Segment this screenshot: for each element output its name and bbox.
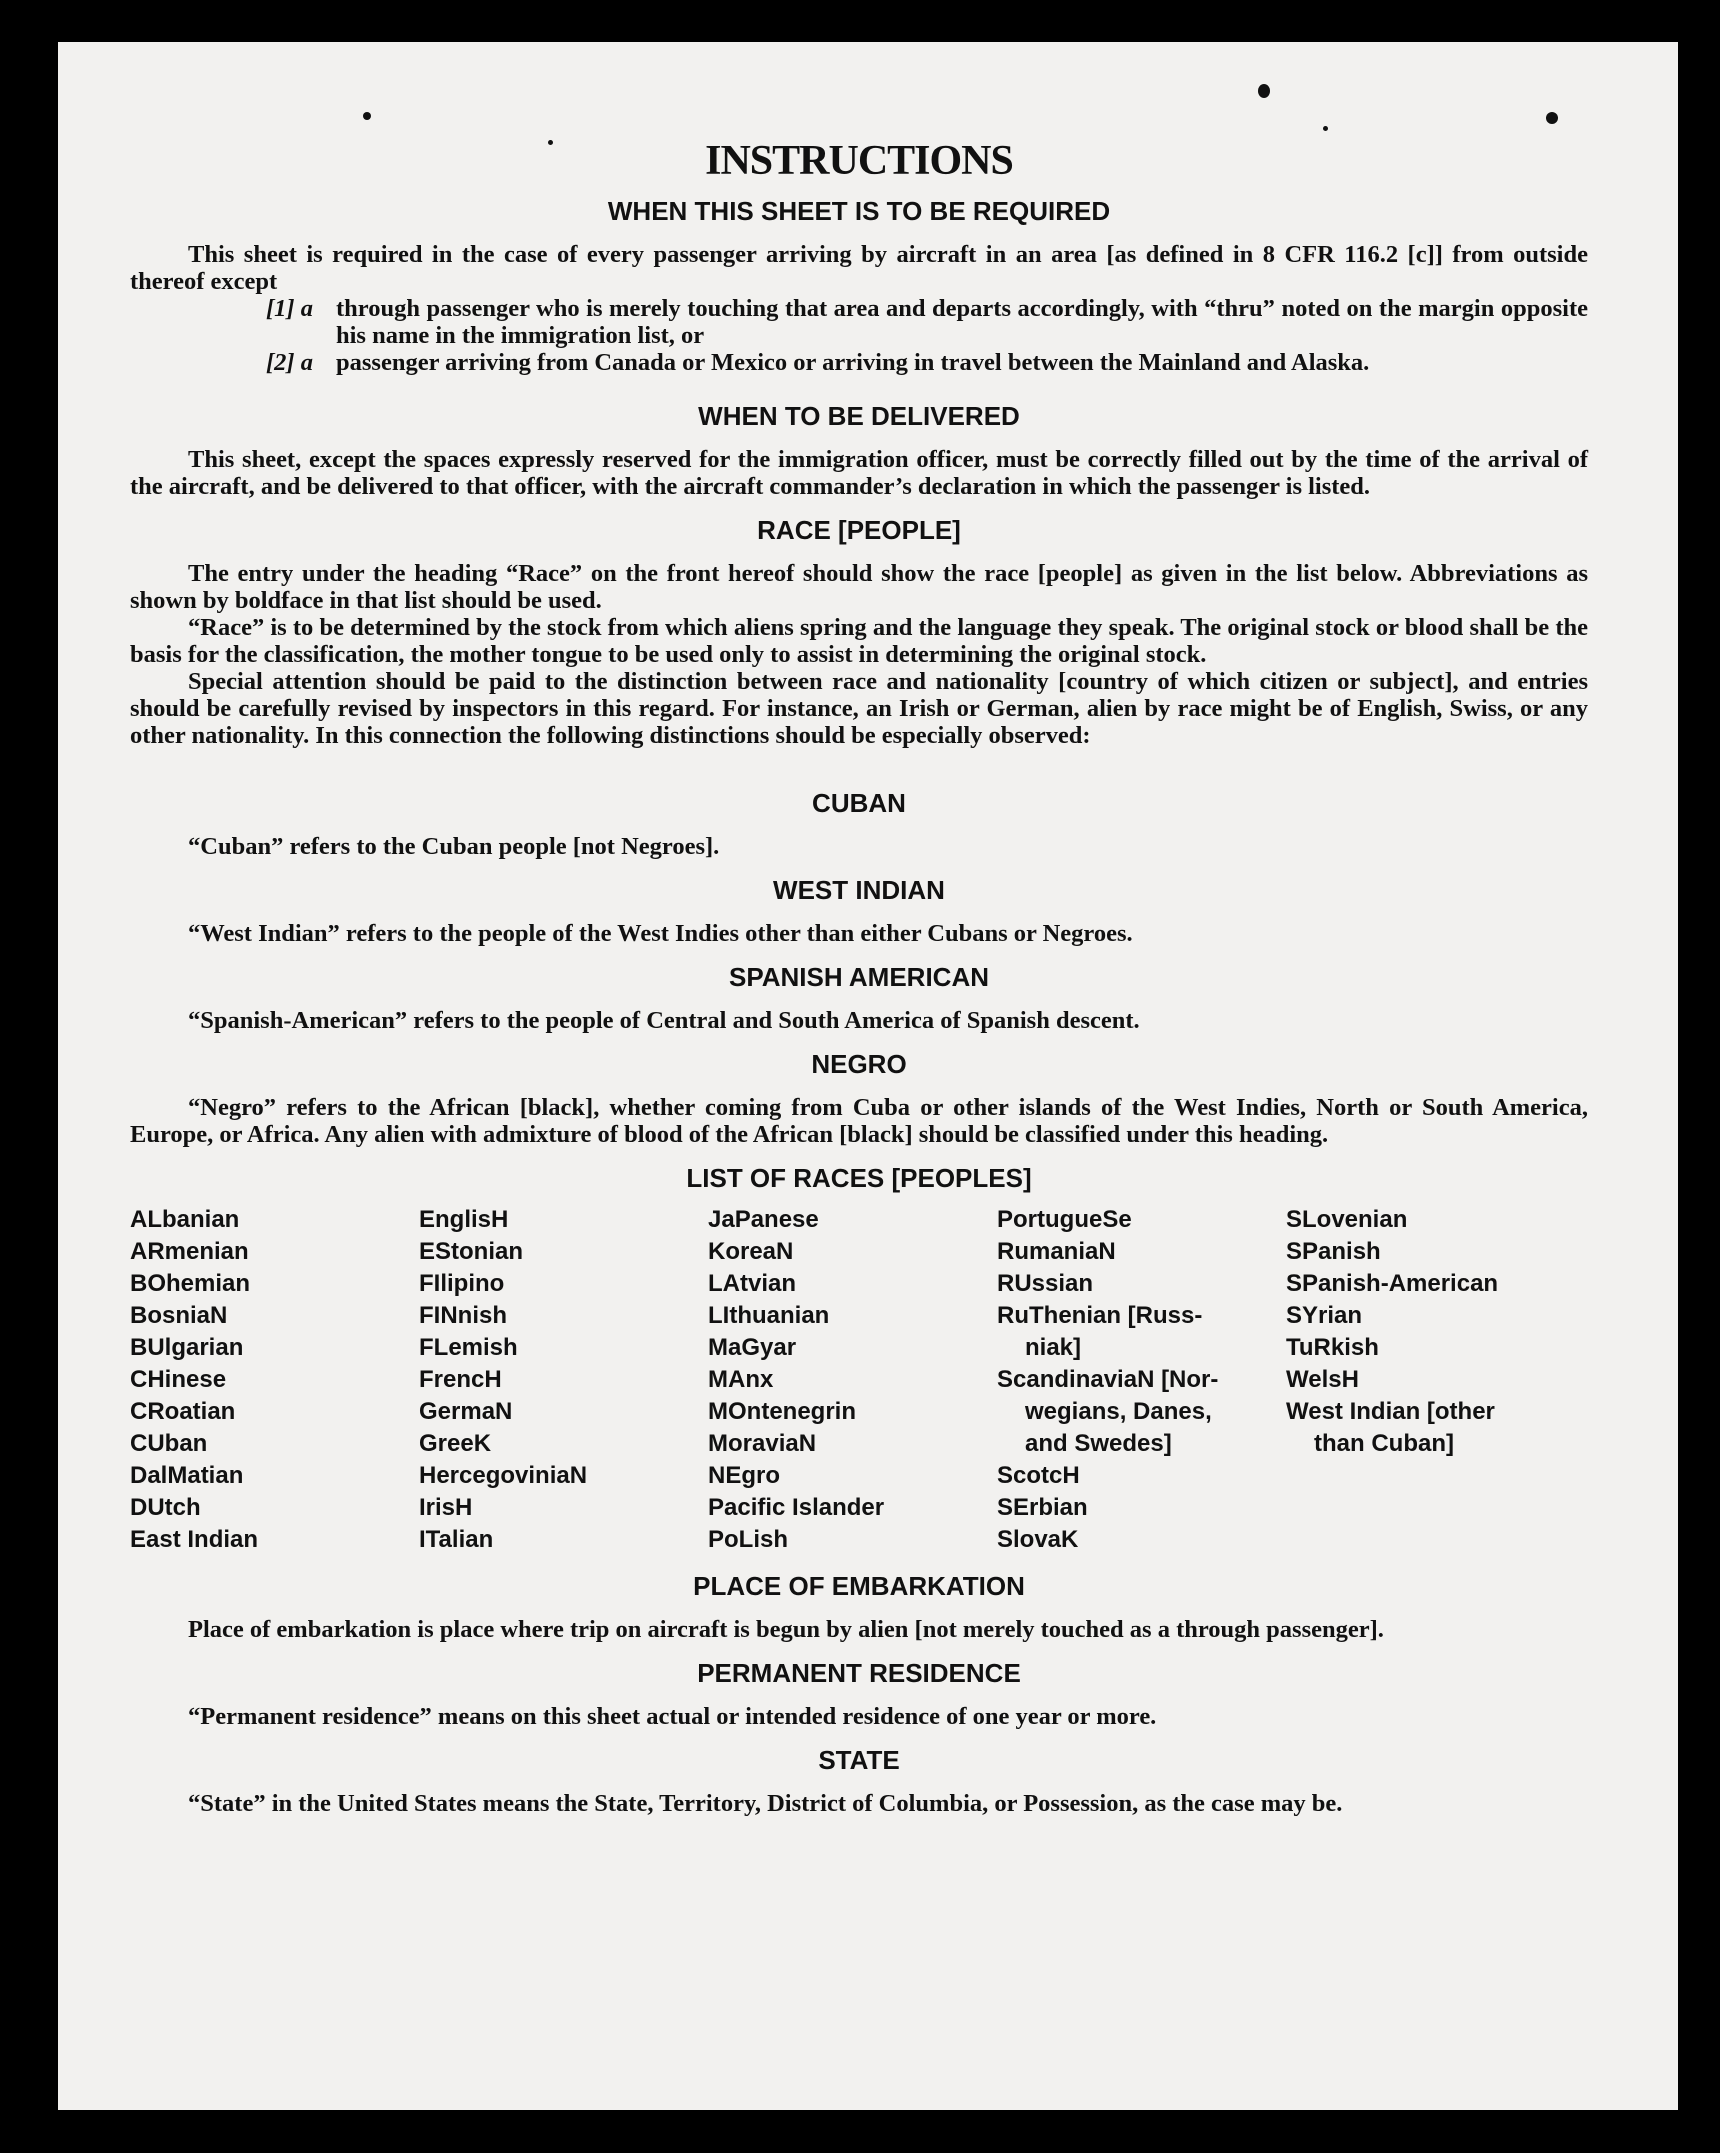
race-entry: East Indian [130,1526,259,1553]
scan-speck [1258,84,1270,98]
item-text: passenger arriving from Canada or Mexico or arriving in travel between the Mainland and Alaska. [336,349,1370,376]
race-entry: FLemish [419,1334,518,1361]
race-paragraph-1: The entry under the heading “Race” on the front hereof should show the race [people] as given in the list below. Abbreviations as shown by boldface in that list should be used. [130,560,1588,614]
race-entry: MAnx [708,1366,774,1393]
races-column-4 [997,1204,1286,1556]
heading-permanent-residence: PERMANENT RESIDENCE [697,1658,1021,1688]
cuban-text: “Cuban” refers to the Cuban people [not Negroes]. [188,833,720,860]
race-entry-continued: wegians, Danes, [1025,1398,1212,1425]
race-entry: BUlgarian [130,1334,244,1361]
race-entry: DalMatian [130,1462,244,1489]
required-exception-1 [130,295,1588,349]
scan-speck [363,112,371,120]
race-entry: MaGyar [708,1334,797,1361]
race-entry: SLovenian [1286,1206,1408,1233]
heading-race: RACE [PEOPLE] [757,515,961,545]
race-entry: ARmenian [130,1238,249,1265]
race-paragraph-3: Special attention should be paid to the distinction between race and nationality [country of which citizen or subject], and entries should be carefully revised by inspectors in this regard. For instance, an Irish or German, alien by race might be of English, Swiss, or any other nationality. In this connection the following distinctions should be especially observed: [130,668,1588,749]
race-entry: SYrian [1286,1302,1363,1329]
race-entry: FINnish [419,1302,507,1329]
scan-speck [1323,126,1328,131]
state-text: “State” in the United States means the State, Territory, District of Columbia, or Possession, as the case may be. [188,1790,1343,1817]
race-entry: GreeK [419,1430,492,1457]
heading-negro: NEGRO [811,1049,907,1079]
heading-spanish-american: SPANISH AMERICAN [728,962,989,992]
race-entry: PoLish [708,1526,789,1553]
race-entry: FrencH [419,1366,502,1393]
race-entry-continued: niak] [1025,1334,1082,1361]
race-entry: RUssian [997,1270,1094,1297]
race-entry: KoreaN [708,1238,794,1265]
races-column-5 [1286,1204,1575,1556]
race-entry: SPanish-American [1286,1270,1499,1297]
race-entry: CHinese [130,1366,227,1393]
race-entry: ALbanian [130,1206,240,1233]
document-page [58,42,1678,2110]
race-entry: ITalian [419,1526,494,1553]
heading-state: STATE [818,1745,900,1775]
race-entry: ScandinaviaN [Nor- [997,1366,1219,1393]
heading-when-delivered: WHEN TO BE DELIVERED [698,401,1020,431]
races-list [130,1204,1588,1556]
heading-list-of-races: LIST OF RACES [PEOPLES] [686,1163,1032,1193]
item-number: [2] a [266,349,313,376]
heading-when-required: WHEN THIS SHEET IS TO BE REQUIRED [607,196,1111,226]
races-column-1 [130,1204,419,1556]
race-entry: Pacific Islander [708,1494,885,1521]
heading-embarkation: PLACE OF EMBARKATION [693,1571,1025,1601]
races-column-2 [419,1204,708,1556]
races-column-3 [708,1204,997,1556]
race-entry: MoraviaN [708,1430,817,1457]
race-entry-continued: than Cuban] [1314,1430,1454,1457]
race-entry: SPanish [1286,1238,1381,1265]
race-entry: FIlipino [419,1270,505,1297]
negro-text: “Negro” refers to the African [black], whether coming from Cuba or other islands of the West Indies, North or South America, Europe, or Africa. Any alien with admixture of blood of the African [black] should be classified under this heading. [130,1094,1588,1148]
race-entry: RuThenian [Russ- [997,1302,1203,1329]
race-entry: LAtvian [708,1270,797,1297]
delivered-text: This sheet, except the spaces expressly reserved for the immigration officer, must be correctly filled out by the time of the arrival of the aircraft, and be delivered to that officer, with the aircraft commander’s declaration in which the passenger is listed. [130,446,1588,500]
race-paragraph-2: “Race” is to be determined by the stock from which aliens spring and the language they speak. The original stock or blood shall be the basis for the classification, the mother tongue to be used only to assist in determining the original stock. [130,614,1588,668]
race-entry: JaPanese [708,1206,819,1233]
item-number: [1] a [266,295,313,322]
race-entry: NEgro [708,1462,780,1489]
embarkation-text: Place of embarkation is place where trip on aircraft is begun by alien [not merely touched as a through passenger]. [188,1616,1384,1643]
required-intro: This sheet is required in the case of every passenger arriving by aircraft in an area [as defined in 8 CFR 116.2 [c]] from outside thereof except [130,241,1588,295]
race-entry: IrisH [419,1494,473,1521]
race-entry: PortugueSe [997,1206,1132,1233]
race-entry-continued: and Swedes] [1025,1430,1172,1457]
scan-speck [1546,112,1558,124]
race-entry: BOhemian [130,1270,251,1297]
race-entry: LIthuanian [708,1302,830,1329]
race-entry: GermaN [419,1398,513,1425]
spanish-american-text: “Spanish-American” refers to the people of Central and South America of Spanish descent. [188,1007,1140,1034]
race-entry: TuRkish [1286,1334,1379,1361]
race-entry: EnglisH [419,1206,509,1233]
item-text: through passenger who is merely touching that area and departs accordingly, with “thru” noted on the margin opposite his name in the immigration list, or [336,295,1588,349]
required-exception-2 [130,349,1588,376]
race-entry: ScotcH [997,1462,1080,1489]
west-indian-text: “West Indian” refers to the people of the West Indies other than either Cubans or Negroes. [188,920,1133,947]
race-entry: MOntenegrin [708,1398,856,1425]
heading-west-indian: WEST INDIAN [773,875,945,905]
race-entry: EStonian [419,1238,524,1265]
heading-cuban: CUBAN [812,788,906,818]
race-entry: BosniaN [130,1302,228,1329]
race-entry: HercegoviniaN [419,1462,588,1489]
residence-text: “Permanent residence” means on this sheet actual or intended residence of one year or more. [188,1703,1157,1730]
race-entry: SErbian [997,1494,1088,1521]
race-entry: CUban [130,1430,208,1457]
race-entry: West Indian [other [1286,1398,1495,1425]
race-entry: DUtch [130,1494,201,1521]
race-entry: CRoatian [130,1398,236,1425]
page-title: INSTRUCTIONS [705,138,1013,184]
race-entry: SlovaK [997,1526,1079,1553]
race-entry: WelsH [1286,1366,1359,1393]
race-entry: RumaniaN [997,1238,1116,1265]
instructions-document [130,137,1588,1817]
